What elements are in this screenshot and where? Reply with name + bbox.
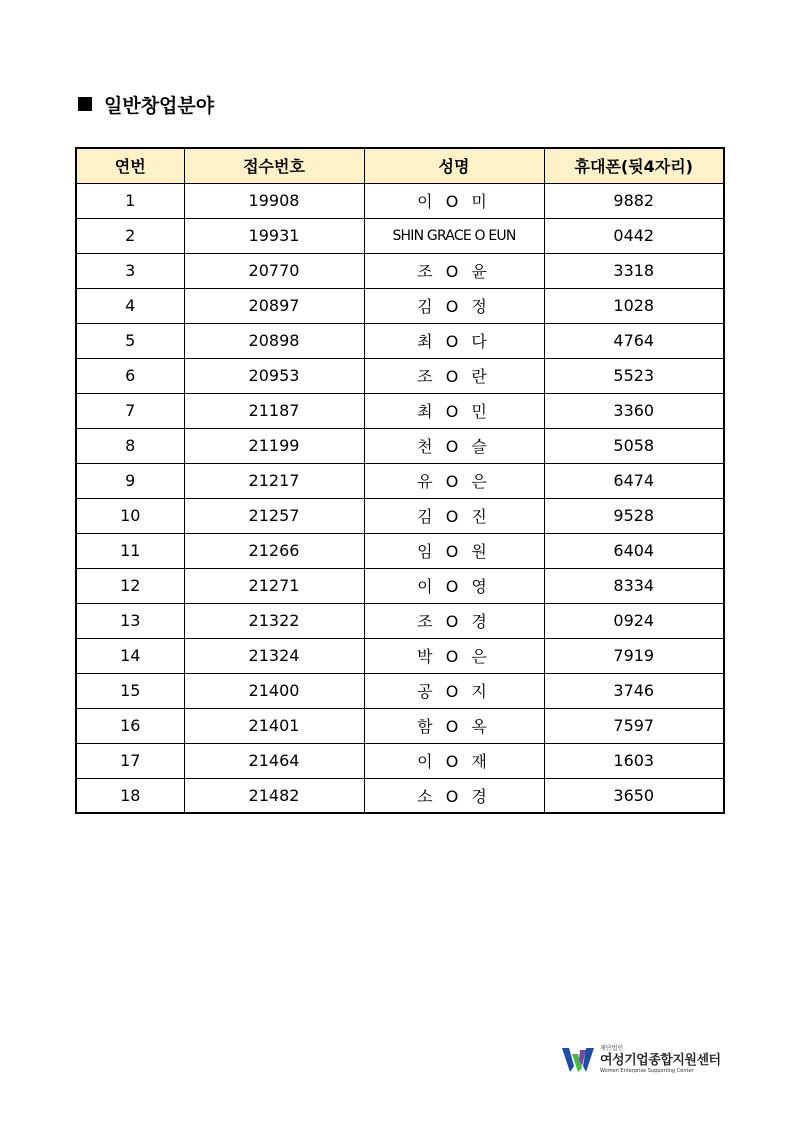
table-row [76,673,724,708]
column-header-serial: 연번 [76,148,184,183]
cell-phone-last4: 3318 [544,253,724,288]
cell-receipt-number: 21482 [184,778,364,813]
cell-receipt-number: 21464 [184,743,364,778]
cell-serial: 17 [76,743,184,778]
applicant-table [75,147,725,814]
cell-receipt-number: 21266 [184,533,364,568]
cell-serial: 2 [76,218,184,253]
table-row [76,323,724,358]
cell-serial: 9 [76,463,184,498]
logo-org-type: 재단법인 [600,1045,624,1052]
table-row [76,358,724,393]
cell-phone-last4: 5523 [544,358,724,393]
cell-name: 조 O 윤 [364,253,544,288]
cell-phone-last4: 0924 [544,603,724,638]
cell-name: 조 O 경 [364,603,544,638]
table-row [76,568,724,603]
table-row [76,183,724,218]
table-row [76,288,724,323]
cell-phone-last4: 9528 [544,498,724,533]
table-header-row [76,148,724,183]
cell-receipt-number: 21400 [184,673,364,708]
cell-name: 이 O 미 [364,183,544,218]
cell-name: 함 O 옥 [364,708,544,743]
cell-receipt-number: 20897 [184,288,364,323]
cell-receipt-number: 20898 [184,323,364,358]
footer-logo [560,1046,721,1074]
table-row [76,253,724,288]
section-heading [78,91,214,117]
cell-receipt-number: 20770 [184,253,364,288]
logo-name-english: Women Enterprise Supporting Center [600,1068,694,1074]
cell-receipt-number: 21324 [184,638,364,673]
cell-phone-last4: 7597 [544,708,724,743]
cell-phone-last4: 6404 [544,533,724,568]
table-row [76,778,724,813]
cell-name: 조 O 란 [364,358,544,393]
cell-phone-last4: 1603 [544,743,724,778]
cell-receipt-number: 21199 [184,428,364,463]
column-header-name: 성명 [364,148,544,183]
table-row [76,428,724,463]
table-row [76,708,724,743]
cell-name: 김 O 진 [364,498,544,533]
cell-name: 이 O 영 [364,568,544,603]
cell-receipt-number: 20953 [184,358,364,393]
section-title: 일반창업분야 [104,94,215,117]
cell-name: 이 O 재 [364,743,544,778]
cell-name: 박 O 은 [364,638,544,673]
cell-serial: 4 [76,288,184,323]
cell-receipt-number: 21401 [184,708,364,743]
black-square-bullet-icon [78,97,92,111]
cell-receipt-number: 21217 [184,463,364,498]
cell-phone-last4: 0442 [544,218,724,253]
table-row [76,498,724,533]
cell-phone-last4: 6474 [544,463,724,498]
cell-receipt-number: 21271 [184,568,364,603]
column-header-phone-last4: 휴대폰(뒷4자리) [544,148,724,183]
table-row [76,743,724,778]
cell-receipt-number: 21322 [184,603,364,638]
cell-phone-last4: 1028 [544,288,724,323]
table-row [76,603,724,638]
cell-name: 유 O 은 [364,463,544,498]
cell-receipt-number: 19931 [184,218,364,253]
column-header-receipt-number: 접수번호 [184,148,364,183]
cell-serial: 11 [76,533,184,568]
table-row [76,463,724,498]
cell-phone-last4: 5058 [544,428,724,463]
cell-serial: 18 [76,778,184,813]
table-row [76,393,724,428]
cell-serial: 5 [76,323,184,358]
table-row [76,533,724,568]
cell-receipt-number: 21187 [184,393,364,428]
cell-name: 천 O 슬 [364,428,544,463]
cell-serial: 1 [76,183,184,218]
cell-receipt-number: 19908 [184,183,364,218]
cell-receipt-number: 21257 [184,498,364,533]
cell-name: 최 O 다 [364,323,544,358]
table-row [76,638,724,673]
cell-name: 공 O 지 [364,673,544,708]
cell-name: 임 O 원 [364,533,544,568]
cell-serial: 8 [76,428,184,463]
cell-serial: 3 [76,253,184,288]
cell-serial: 16 [76,708,184,743]
cell-serial: 6 [76,358,184,393]
cell-serial: 15 [76,673,184,708]
cell-phone-last4: 3360 [544,393,724,428]
table-row [76,218,724,253]
cell-phone-last4: 3746 [544,673,724,708]
cell-serial: 12 [76,568,184,603]
cell-phone-last4: 3650 [544,778,724,813]
women-enterprise-logo-icon [560,1046,596,1074]
cell-name: 최 O 민 [364,393,544,428]
cell-serial: 13 [76,603,184,638]
cell-serial: 14 [76,638,184,673]
cell-phone-last4: 9882 [544,183,724,218]
cell-phone-last4: 7919 [544,638,724,673]
cell-name: 김 O 정 [364,288,544,323]
cell-serial: 7 [76,393,184,428]
cell-phone-last4: 8334 [544,568,724,603]
logo-name-korean: 여성기업종합지원센터 [600,1053,721,1068]
cell-name: SHIN GRACE O EUN [364,218,544,253]
cell-serial: 10 [76,498,184,533]
cell-phone-last4: 4764 [544,323,724,358]
cell-name: 소 O 경 [364,778,544,813]
